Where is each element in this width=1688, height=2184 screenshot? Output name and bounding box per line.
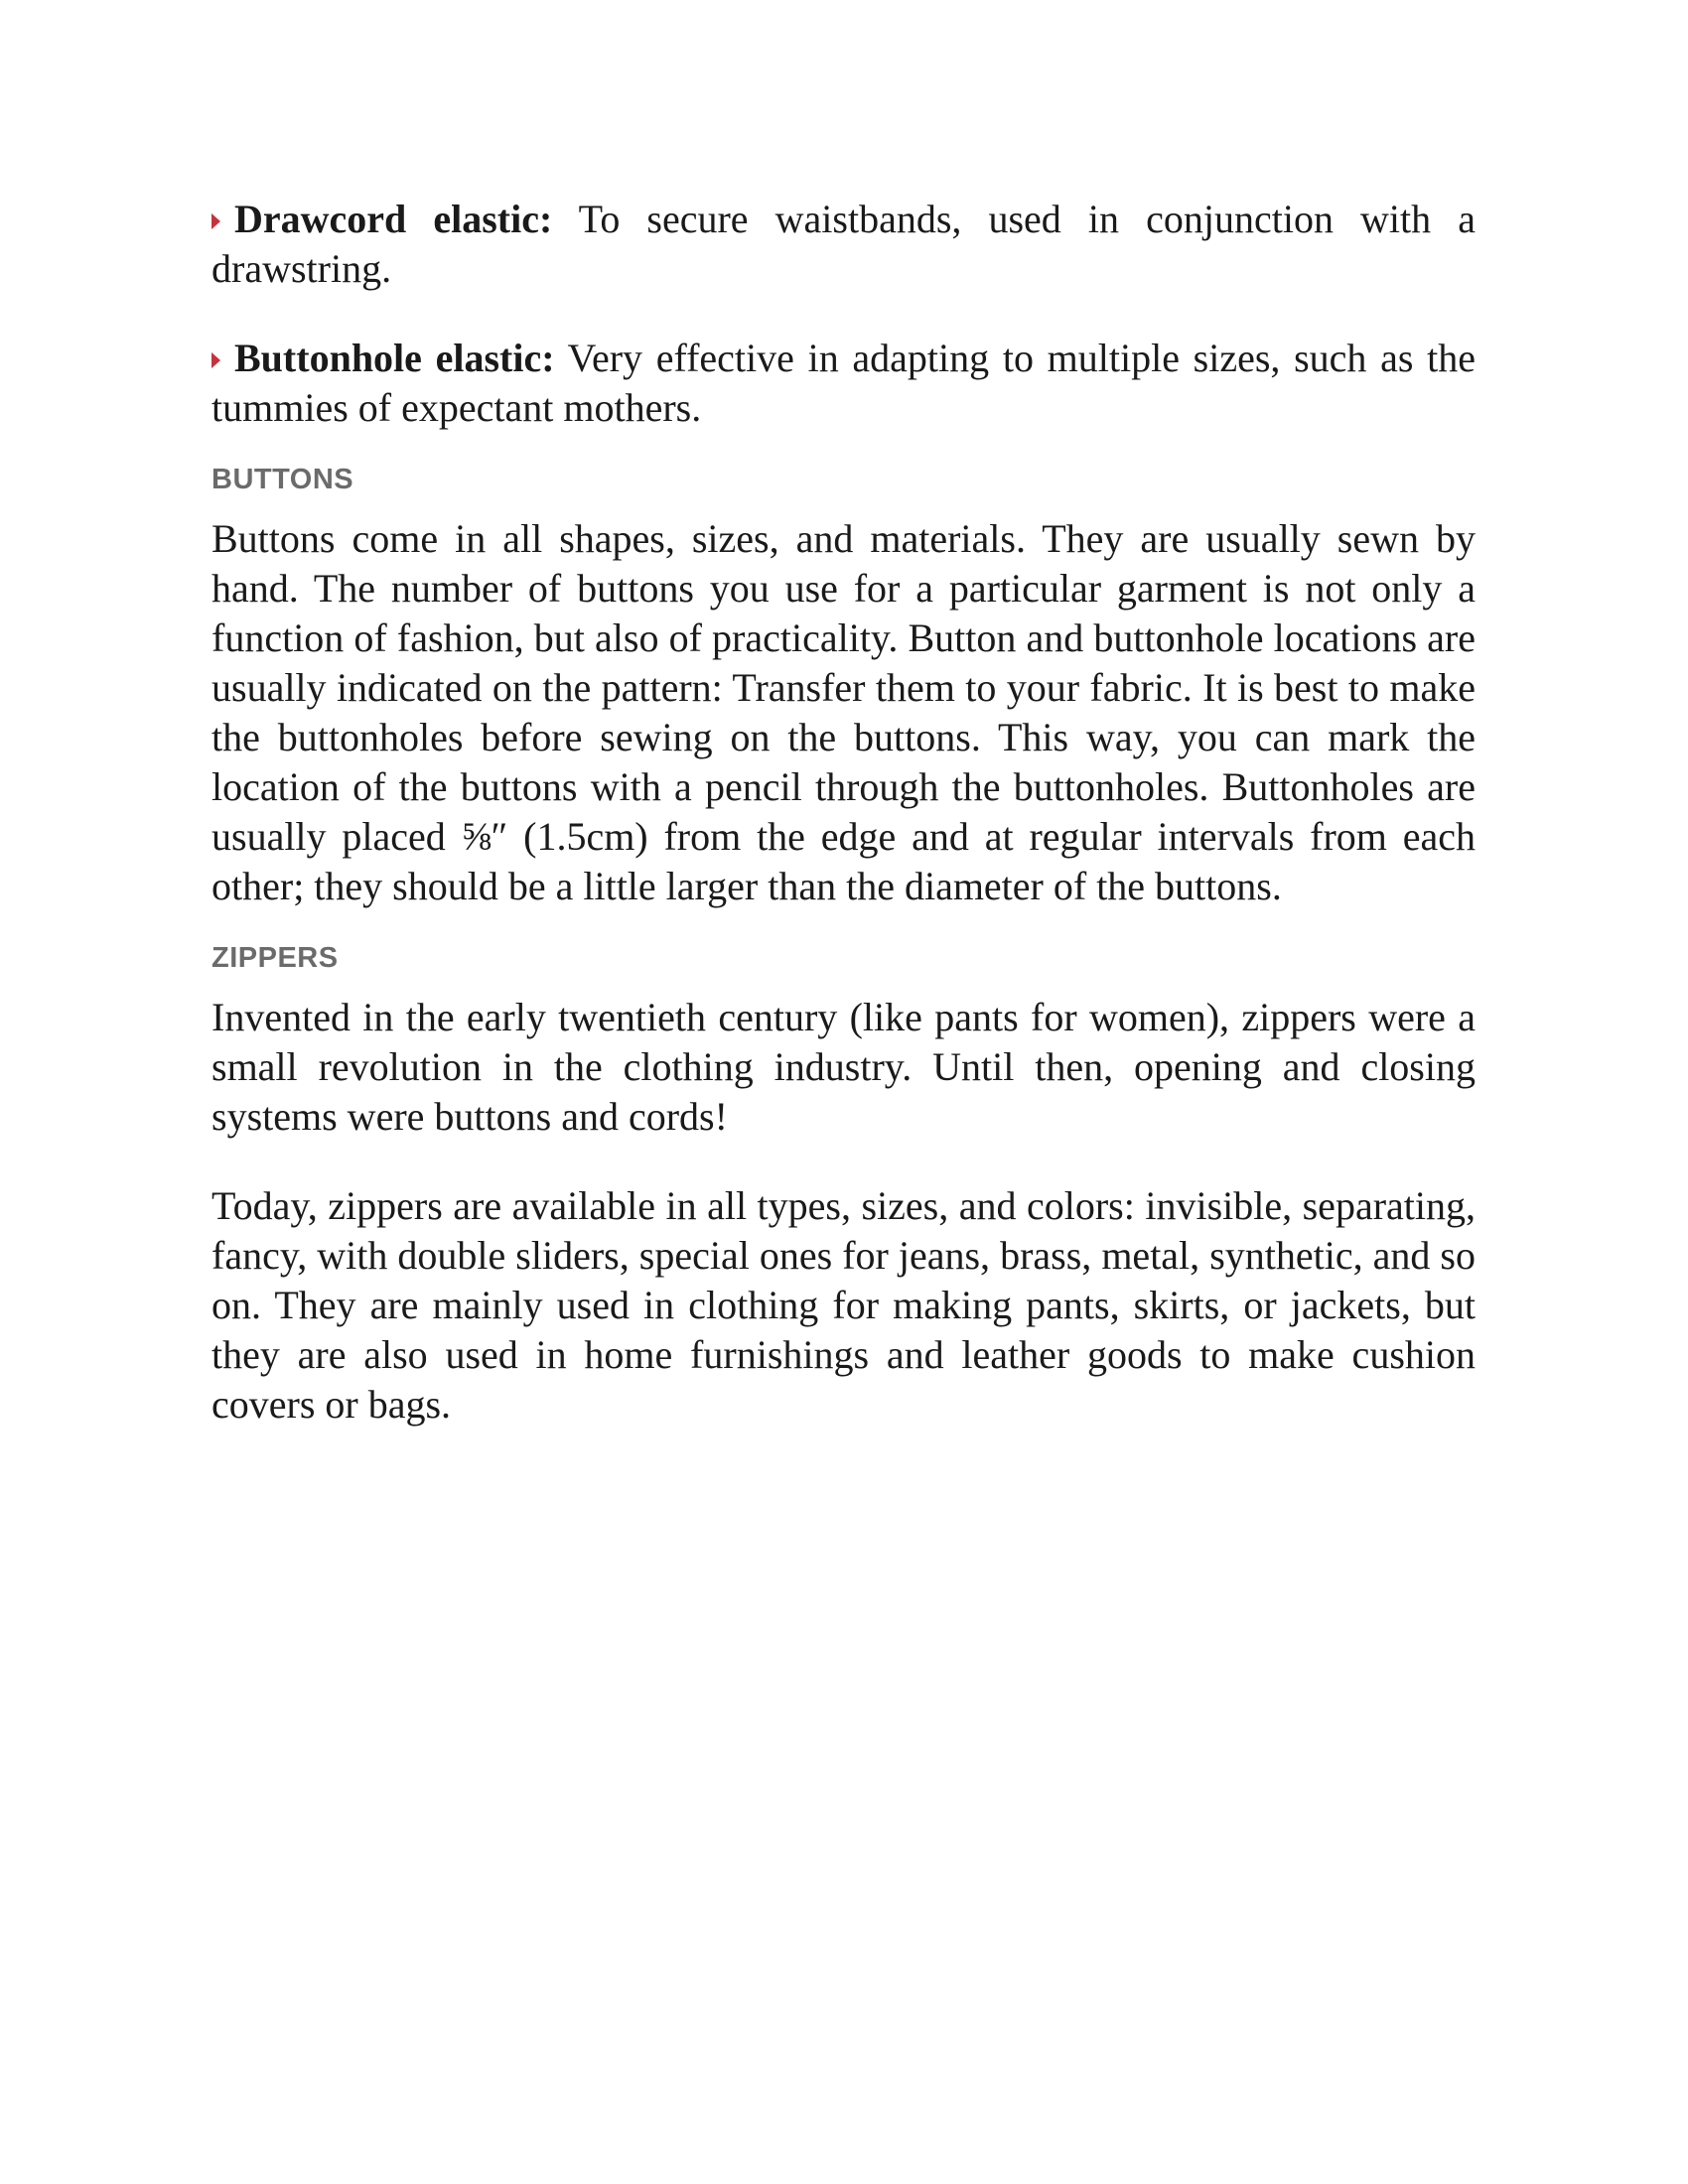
bullet-text: Very effective in adapting to multiple sizes, such as the tummies of expectant mothers. [211, 336, 1476, 430]
triangle-bullet-icon [211, 352, 220, 368]
bullet-term: Buttonhole elastic: [234, 336, 555, 380]
bullet-item-buttonhole [211, 334, 1476, 433]
paragraph-zippers-history: Invented in the early twentieth century (like pants for women), zippers were a small revolution in the clothing industry. Until then, opening and closing systems were buttons and cords! [211, 995, 1476, 1139]
triangle-bullet-icon [211, 213, 220, 229]
bullet-item-drawcord [211, 195, 1476, 294]
bullet-term: Drawcord elastic: [234, 197, 553, 241]
bullet-text: To secure waistbands, used in conjunction with a drawstring. [211, 197, 1476, 291]
paragraph-buttons: Buttons come in all shapes, sizes, and materials. They are usually sewn by hand. The number of buttons you use for a particular garment is not only a function of fashion, but also of practicality. Button and buttonhole locations are usually indicated on the pattern: Transfer them to your fabric. It is best to make the buttonholes before sewing on the buttons. This way, you can mark the location of the buttons with a pencil through the buttonholes. Buttonholes are usually placed ⅝″ (1.5cm) from the edge and at regular intervals from each other; they should be a little larger than the diameter of the buttons. [211, 516, 1476, 908]
paragraph-zippers-types: Today, zippers are available in all types, sizes, and colors: invisible, separating, fancy, with double sliders, special ones for jeans, brass, metal, synthetic, and so on. They are mainly used in clothing for making pants, skirts, or jackets, but they are also used in home furnishings and leather goods to make cushion covers or bags. [211, 1183, 1476, 1427]
document-page [211, 195, 1476, 1459]
section-heading-buttons: BUTTONS [211, 464, 354, 495]
section-heading-zippers: ZIPPERS [211, 942, 339, 974]
